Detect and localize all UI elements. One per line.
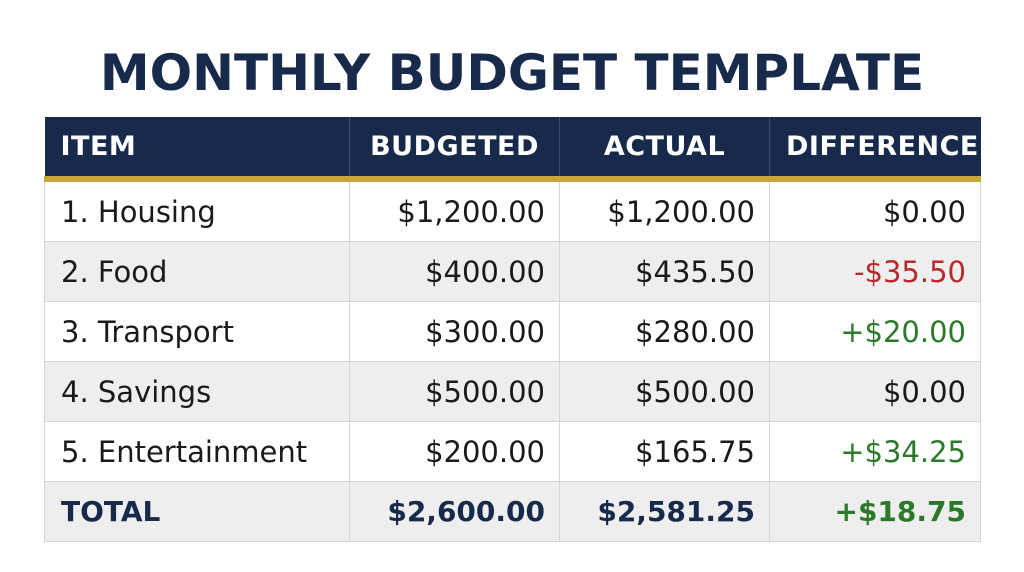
table-row	[45, 422, 981, 482]
total-budgeted: $2,600.00	[350, 482, 560, 542]
difference-cell: +$34.25	[770, 422, 981, 482]
header-row	[45, 117, 981, 179]
column-header-difference: DIFFERENCE	[770, 117, 981, 179]
actual-cell: $165.75	[560, 422, 770, 482]
item-cell: 4. Savings	[45, 362, 350, 422]
table-body	[45, 179, 981, 542]
column-header-budgeted: BUDGETED	[350, 117, 560, 179]
table-row	[45, 242, 981, 302]
difference-cell: $0.00	[770, 179, 981, 242]
budgeted-cell: $1,200.00	[350, 179, 560, 242]
column-header-actual: ACTUAL	[560, 117, 770, 179]
budgeted-cell: $500.00	[350, 362, 560, 422]
table-row	[45, 362, 981, 422]
page-title: MONTHLY BUDGET TEMPLATE	[99, 44, 925, 102]
item-cell: 5. Entertainment	[45, 422, 350, 482]
total-actual: $2,581.25	[560, 482, 770, 542]
table-row	[45, 179, 981, 242]
actual-cell: $280.00	[560, 302, 770, 362]
budgeted-cell: $300.00	[350, 302, 560, 362]
actual-cell: $435.50	[560, 242, 770, 302]
actual-cell: $500.00	[560, 362, 770, 422]
budget-table	[44, 117, 981, 542]
difference-cell: +$20.00	[770, 302, 981, 362]
table-header	[45, 117, 981, 179]
column-header-item: ITEM	[45, 117, 350, 179]
actual-cell: $1,200.00	[560, 179, 770, 242]
table-row	[45, 302, 981, 362]
item-cell: 3. Transport	[45, 302, 350, 362]
total-label: TOTAL	[45, 482, 350, 542]
item-cell: 2. Food	[45, 242, 350, 302]
total-row	[45, 482, 981, 542]
budgeted-cell: $200.00	[350, 422, 560, 482]
budgeted-cell: $400.00	[350, 242, 560, 302]
difference-cell: $0.00	[770, 362, 981, 422]
total-difference: +$18.75	[770, 482, 981, 542]
difference-cell: -$35.50	[770, 242, 981, 302]
item-cell: 1. Housing	[45, 179, 350, 242]
